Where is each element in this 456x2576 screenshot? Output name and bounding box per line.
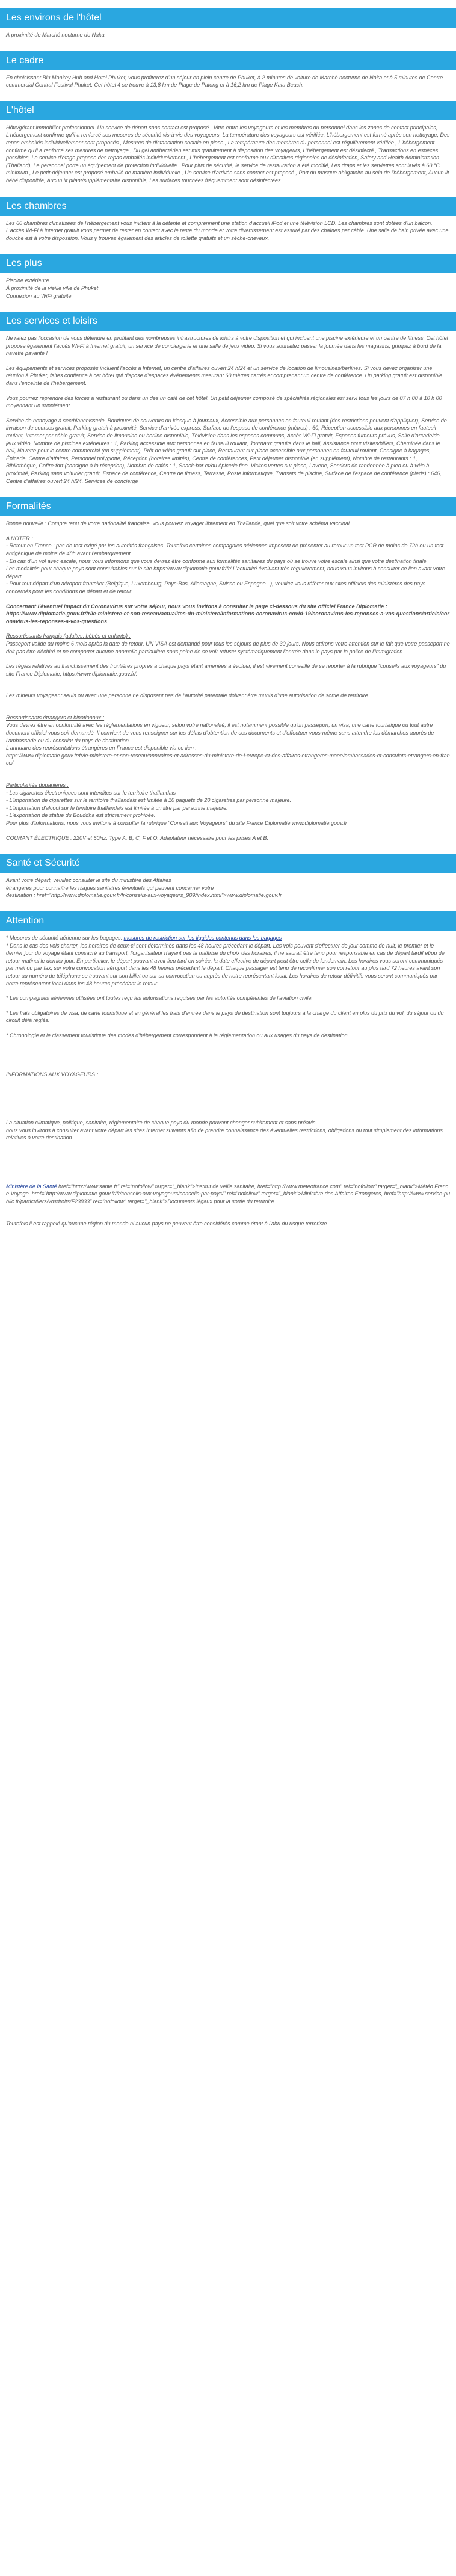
formalites-note: - En cas d'un vol avec escale, nous vous informons que vous devrez être conforme aux formalités sanitaires du pays où se trouve votre escale ainsi que votre destination finale. — [6, 558, 428, 564]
formalites-part-item: - L'exportation de statue du Bouddha est strictement prohibée. — [6, 812, 156, 819]
attention-final: Toutefois il est rappelé qu'aucune région du monde ni aucun pays ne peuvent être considérés comme étant à l'abri du risque terroriste. — [6, 1220, 328, 1227]
sante-text: destination : href="http://www.diplomatie.gouv.fr/fr/conseils-aux-voyageurs_909/index.html">www.diplomatie.gouv.fr — [6, 892, 282, 899]
services-p2: Les équipements et services proposés incluent l'accès à Internet, un centre d'affaires ouvert 24 h/24 et un service de location de limousines/berlines. Si vous devez organiser une réunion à Phuket, faites confiance à cet hôtel qui dispose d'espaces événements mesurant 60 mètres carrés et comprenant un centre de conférence. Un parking gratuit est disponible dans l'enceinte de l'hébergement. — [6, 365, 443, 387]
section-hotel — [0, 101, 456, 197]
formalites-part-item: - Les cigarettes électroniques sont interdites sur le territoire thaïlandais — [6, 789, 176, 796]
section-title-formalites: Formalités — [0, 497, 456, 516]
attention-a1-pre: * Mesures de sécurité aérienne sur les bagages: — [6, 934, 124, 941]
sante-text: étrangères pour connaître les risques sanitaires éventuels qui peuvent concerner votre — [6, 884, 214, 891]
section-environs — [0, 0, 456, 51]
cadre-text: En choisissant Blu Monkey Hub and Hotel Phuket, vous profiterez d'un séjour en plein centre de Phuket, à 2 minutes de voiture de Marché nocturne de Naka et à 5 minutes de Centre commercial Central Festival Phuket. Cet hôtel 4 se trouve à 13,8 km de Plage de Patong et à 16,2 km de Plage Kata Beach. — [6, 74, 443, 88]
attention-info-head: INFORMATIONS AUX VOYAGEURS : — [6, 1071, 99, 1077]
formalites-fr-text: Passeport valide au moins 6 mois après la date de retour. UN VISA est demandé pour tous les séjours de plus de 30 jours. Nous attirons votre attention sur le fait que votre passeport ne doit pas être déchiré et ne comporter aucune anomalie particulière sous peine de se voir refuser systématiquement l'entrée dans le pays par la police de l'immigration. — [6, 640, 450, 655]
section-title-sante: Santé et Sécurité — [0, 854, 456, 873]
formalites-part-head: Particularités douanières : — [6, 782, 69, 789]
section-sante — [0, 854, 456, 911]
section-title-hotel: L'hôtel — [0, 101, 456, 120]
hotel-text: Hôte/gérant immobilier professionnel. Un service de départ sans contact est proposé., Vitre entre les voyageurs et les membres du personnel dans les zones de contact principales, L'hébergement confirme qu'il a renforcé ses mesures de sécurité vis-à-vis des voyageurs, La température des voyageurs est vérifiée, L'hébergement est fermé après son nettoyage, Des repas emballés individuellement sont proposés., Mesures de distanciation sociale en place., La température des membres du personnel est régulièrement vérifiée., L'hébergement confirme qu'il a renforcé ses mesures de nettoyage., Du gel antibactérien est mis gratuitement à disposition des voyageurs, L'hébergement est désinfecté., Transactions en espèces possibles, Le service d'étage propose des repas emballés individuellement., L'hébergement est conforme aux directives régionales de désinfection, Safety and Health Administration (Thailand), Le personnel porte un équipement de protection individuelle., Pour plus de sécurité, le service de restauration a été modifié, Les draps et les serviettes sont lavés à 60 °C minimum., Le petit-déjeuner est proposé emballé de manière individuelle., Un service d'arrivée sans contact est proposé., Port du masque obligatoire au sein de l'hébergement, Aucun lit bébé disponible, Aucun lit pliant/supplémentaire disponible, Les surfaces touchées fréquemment sont désinfectées. — [6, 124, 450, 183]
section-title-environs: Les environs de l'hôtel — [0, 8, 456, 28]
attention-item: * Dans le cas des vols charter, les horaires de ceux-ci sont déterminés dans les 48 heures précédant le départ. Les vols peuvent s'effectuer de jour comme de nuit; le premier et le dernier jour du voyage étant consacré au transport, l'organisateur n'ayant pas la maîtrise du choix des horaires, il ne saurait être tenu pour responsable en cas de départ tardif et/ou de retour matinal le dernier jour. En particulier, le départ pouvant avoir lieu tard en soirée, la date effective de départ peut être celle du lendemain. Les horaires vous seront communiqués par mail ou par fax, sur votre convocation aéroport dans les 48 heures précédant le départ. Chaque passager est tenu de reconfirmer son vol retour au plus tard 72 heures avant son retour au numéro de téléphone se trouvant sur son billet ou sur sa convocation ou auprès de notre représentant local. Les horaires de retour définitifs vous seront communiqués par notre représentant local dans les 48 heures précédant le retour. — [6, 942, 445, 987]
attention-links-rest: href="http://www.sante.fr" rel="nofollow" target="_blank">Institut de veille sanitaire, href="http://www.meteofrance.com" rel="nofollow" target="_blank">Météo France Voyage, href="http://www.diplomatie.gouv.fr/fr/conseils-aux-voyageurs/conseils-par-pays/" rel="nofollow" target="_blank">Ministère des Affaires Étrangères, href="http://www.service-public.fr/particuliers/vosdroits/F23833" rel="nofollow" target="_blank">Documents légaux pour la sortie du territoire. — [6, 1183, 450, 1205]
attention-links — [6, 1183, 450, 1206]
formalites-part-item: Pour plus d'informations, nous vous invitons à consulter la rubrique "Conseil aux Voyageurs" du site France Diplomatie www.diplomatie.gouv.fr — [6, 820, 347, 826]
services-p4: Service de nettoyage à sec/blanchisserie, Boutiques de souvenirs ou kiosque à journaux, Accessible aux personnes en fauteuil roulant (des restrictions peuvent s'appliquer), Service de livraison de courses gratuit, Parking gratuit à proximité, Service d'arrivée express, Surface de l'espace de conférence (mètres) : 60, Réception accessible aux personnes en fauteuil roulant, Internet par câble gratuit, Service de limousine ou berline disponible, Télévision dans les espaces communs, Accès Wi-Fi gratuit, Espaces fumeurs prévus, Salle d'arcade/de jeux vidéo, Nombre de piscines extérieures : 1, Parking accessible aux personnes en fauteuil roulant, Journaux gratuits dans le hall, Assistance pour visites/billets, Cheminée dans le hall, Navette pour le centre commercial (en supplément), Prêt de vélos gratuit sur place, Restaurant sur place accessible aux personnes en fauteuil roulant, Consigne à bagages, Épicerie, Centre d'affaires, Personnel polyglotte, Réception (horaires limités), Centre de conférences, Petit déjeuner disponible (en supplément), Nombre de restaurants : 1, Bibliothèque, Coffre-fort (consigne à la réception), Nombre de cafés : 1, Snack-bar et/ou épicerie fine, Visites vertes sur place, Laverie, Sentiers de randonnée à pied ou à vélo à proximité, Parking sans voiturier gratuit, Espace de conférence, Centre de fitness, Terrasse, Poste informatique, Transats de piscine, Surface de l'espace de conférence (pieds) : 646, Centre d'affaires ouvert 24 h/24, Services de concierge — [6, 417, 447, 484]
formalites-part-item: - L'importation de cigarettes sur le territoire thaïlandais est limitée à 10 paquets de 20 cigarettes par personne majeure. — [6, 797, 291, 804]
section-services — [0, 312, 456, 497]
section-title-plus: Les plus — [0, 254, 456, 273]
formalites-fr-text: Les règles relatives au franchissement des frontières propres à chaque pays étant amenées à évoluer, il est vivement conseillé de se reporter à la rubrique "conseils aux voyageurs" du site France Diplomatie, https://www.diplomatie.gouv.fr/. — [6, 663, 446, 677]
section-chambres — [0, 197, 456, 254]
attention-info-text: La situation climatique, politique, sanitaire, réglementaire de chaque pays du monde pouvant changer subitement et sans préavis — [6, 1120, 316, 1126]
attention-item: * Les compagnies aériennes utilisées ont toutes reçu les autorisations requises par les autorités compétentes de l'aviation civile. — [6, 995, 313, 1002]
liquids-restriction-link[interactable]: mesures de restriction sur les liquides contenus dans les bagages — [123, 934, 282, 941]
formalites-note: - Pour tout départ d'un aéroport frontalier (Belgique, Luxembourg, Pays-Bas, Allemagne, Suisse ou Espagne...), veuillez vous référer aux sites officiels des ministères des pays concernés pour les conditions de départ et de retour. — [6, 581, 426, 594]
section-cadre — [0, 51, 456, 101]
formalites-note-head: A NOTER : — [6, 535, 33, 541]
section-attention — [0, 911, 456, 1239]
section-title-services: Les services et loisirs — [0, 312, 456, 331]
services-p1: Ne ratez pas l'occasion de vous détendre en profitant des nombreuses infrastructures de loisirs à votre disposition et qui incluent une piscine extérieure et un centre de fitness. Cet hôtel propose également l'accès Wi-Fi à Internet gratuit, un service de conciergerie et une salle de jeux vidéo. Si vous souhaitez passer la journée dans les magasins, grimpez à bord de la navette payante ! — [6, 335, 448, 357]
formalites-fr-head: Ressortissants français (adultes, bébés et enfants) : — [6, 633, 131, 639]
formalites-covid-link[interactable]: https://www.diplomatie.gouv.fr/fr/le-ministere-et-son-reseau/actualites-du-ministere/informations-coronavirus-covid-19/coronavirus-les-reponses-a-vos-questions/article/coronavirus-les-reponses-a-vos-questions — [6, 611, 449, 624]
ministere-sante-link[interactable]: Ministère de la Santé — [6, 1183, 57, 1189]
attention-item: * Les frais obligatoires de visa, de carte touristique et en général les frais d'entrée dans le pays de destination sont toujours à la charge du client en plus du prix du vol, du séjour ou du circuit déjà réglés. — [6, 1009, 444, 1024]
formalites-foreign-link[interactable]: https://www.diplomatie.gouv.fr/fr/le-ministere-et-son-reseau/annuaires-et-adresses-du-ministere-de-l-europe-et-des-affaires-etrangeres-maee/ambassades-et-consulats-etrangers-en-france/ — [6, 752, 450, 766]
attention-info-text: nous vous invitons à consulter avant votre départ les sites Internet suivants afin de prendre connaissance des éventuelles restrictions, obligations ou tout simplement des informations relatives à votre destination. — [6, 1127, 443, 1141]
plus-item: À proximité de la vieille ville de Phuket — [6, 285, 99, 291]
formalites-foreign-text: Vous devrez être en conformité avec les réglementations en vigueur, selon votre nationalité, il est notamment possible qu'un passeport, un visa, une carte touristique ou tout autre document officiel vous soit demandé. Il convient de vous renseigner sur les délais d'obtention de ces documents et d'effectuer vous-même sans attendre les démarches auprès de l'ambassade ou du consulat du pays de destination. — [6, 722, 434, 744]
formalites-covid-head: Concernant l'éventuel impact du Coronavirus sur votre séjour, nous vous invitons à consulter la page ci-dessous du site officiel France Diplomatie : — [6, 603, 387, 609]
formalites-note: Les modalités pour chaque pays sont consultables sur le site https://www.diplomatie.gouv.fr/fr/ L'actualité évoluant très régulièrement, nous vous invitons à consulter ce lien avant votre départ. — [6, 565, 445, 579]
formalites-part-item: - L'importation d'alcool sur le territoire thaïlandais est limitée à un litre par personne majeure. — [6, 804, 228, 811]
attention-item — [6, 934, 450, 942]
plus-item: Piscine extérieure — [6, 277, 49, 284]
section-title-attention: Attention — [0, 911, 456, 931]
section-title-chambres: Les chambres — [0, 197, 456, 216]
services-p3: Vous pourrez reprendre des forces à restaurant ou dans un des un café de cet hôtel. Un petit déjeuner composé de spécialités régionales est servi tous les jours de 07 h 00 à 10 h 00 moyennant un supplément. — [6, 395, 442, 409]
formalites-foreign-text: L'annuaire des représentations étrangères en France est disponible via ce lien : — [6, 745, 197, 751]
environs-text: À proximité de Marché nocturne de Naka — [6, 32, 105, 38]
attention-item: * Chronologie et le classement touristique des modes d'hébergement correspondent à la réglementation ou aux usages du pays de destination. — [6, 1032, 350, 1038]
section-formalites — [0, 497, 456, 854]
section-title-cadre: Le cadre — [0, 51, 456, 70]
formalites-note: - Retour en France : pas de test exigé par les autorités françaises. Toutefois certaines compagnies aériennes imposent de présenter au retour un test PCR de moins de 72h ou un test antigénique de moins de 48h avant l'embarquement. — [6, 543, 444, 556]
formalites-intro: Bonne nouvelle : Compte tenu de votre nationalité française, vous pouvez voyager librement en Thaïlande, quel que soit votre schéma vaccinal. — [6, 520, 351, 527]
sante-text: Avant votre départ, veuillez consulter le site du ministère des Affaires — [6, 877, 171, 884]
section-plus — [0, 254, 456, 312]
formalites-elec: COURANT ÉLECTRIQUE : 220V et 50Hz. Type A, B, C, F et O. Adaptateur nécessaire pour les prises A et B. — [6, 834, 269, 841]
formalites-foreign-head: Ressortissants étrangers et binationaux : — [6, 714, 105, 721]
chambres-text: Les 60 chambres climatisées de l'hébergement vous invitent à la détente et comprennent une station d'accueil iPod et une télévision LCD. Les chambres sont dotées d'un balcon. L'accès Wi-Fi à Internet gratuit vous permet de rester en contact avec le reste du monde et votre divertissement est assuré par des chaînes par câble. Une salle de bain privée avec une douche est à votre disposition. Vous y trouvez également des articles de toilette gratuits et un sèche-cheveux. — [6, 220, 449, 241]
plus-item: Connexion au WiFi gratuite — [6, 292, 72, 299]
formalites-minors: Les mineurs voyageant seuls ou avec une personne ne disposant pas de l'autorité parentale doivent être munis d'une autorisation de sortie de territoire. — [6, 692, 370, 699]
